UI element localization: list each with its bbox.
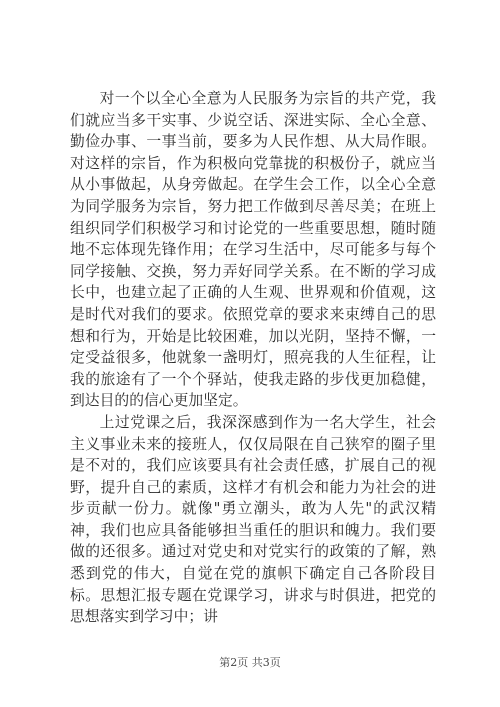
page-number-footer: 第2页 共3页 xyxy=(219,656,281,669)
document-body xyxy=(70,88,436,628)
paragraph-2: 上过党课之后，我深深感到作为一名大学生，社会主义事业未来的接班人，仅仅局限在自己狭窄的圈子里是不对的，我们应该要具有社会责任感，扩展自己的视野，提升自己的素质，这样才有机会和能力为社会的进步贡献一份力。就像"勇立潮头，敢为人先"的武汉精神，我们也应具备能够担当重任的胆识和魄力。我们要做的还很多。通过对党史和对党实行的政策的了解，熟悉到党的伟大，自觉在党的旗帜下确定自己各阶段目标。思想汇报专题在党课学习，讲求与时俱进，把党的思想落实到学习中；讲 xyxy=(70,413,436,626)
paragraph-1: 对一个以全心全意为人民服务为宗旨的共产党，我们就应当多干实事、少说空话、深进实际、全心全意、勤俭办事、一事当前，要多为人民作想、从大局作眼。对这样的宗旨，作为积极向党靠拢的积极份子，就应当从小事做起，从身旁做起。在学生会工作，以全心全意为同学服务为宗旨，努力把工作做到尽善尽美；在班上组织同学们积极学习和讨论党的一些重要思想，随时随地不忘体现先锋作用；在学习生活中，尽可能多与每个同学接触、交换，努力弄好同学关系。在不断的学习成长中，也建立起了正确的人生观、世界观和价值观，这是时代对我们的要求。依照党章的要求来束缚自己的思想和行为，开始是比较困难，加以光阴，坚持不懈，一定受益很多，他就象一盏明灯，照亮我的人生征程，让我的旅途有了一个个驿站，使我走路的步伐更加稳健，到达目的的信心更加坚定。 xyxy=(70,90,436,410)
